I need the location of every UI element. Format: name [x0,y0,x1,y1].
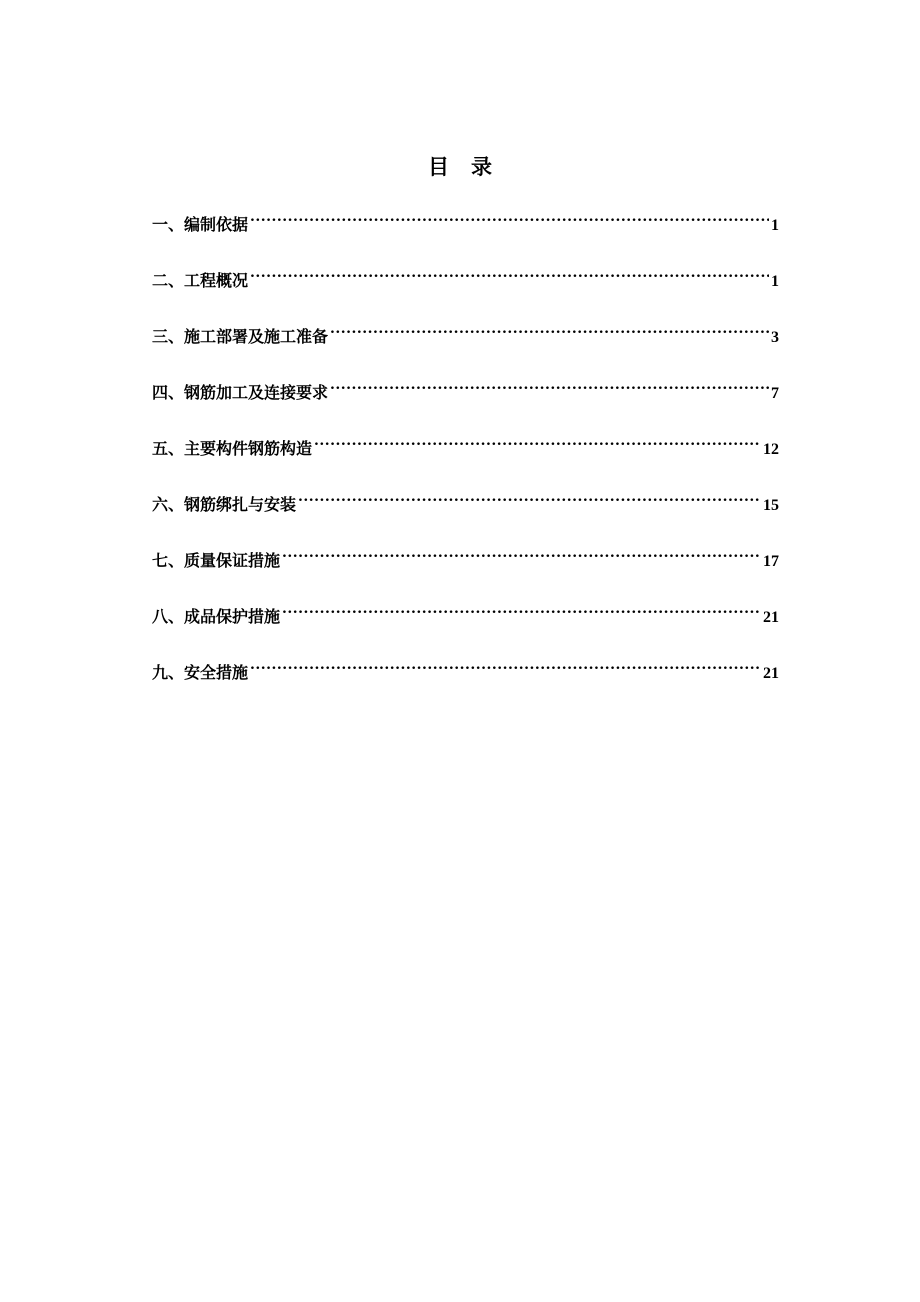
toc-entry[interactable] [152,254,779,310]
toc-entry-page: 7 [771,385,779,402]
toc-dot-leader [314,422,761,454]
toc-entry[interactable] [152,310,779,366]
toc-entry-label: 二、工程概况 [152,271,249,290]
toc-entry[interactable] [152,198,779,254]
toc-dot-leader [282,534,761,566]
toc-title-left: 目 [428,154,449,179]
toc-entry-page: 15 [763,497,779,514]
toc-entry-label: 七、质量保证措施 [152,551,281,570]
toc-dot-leader [250,254,769,286]
toc-title [0,151,920,183]
toc-entry-page: 21 [763,665,779,682]
toc-entry-page: 3 [771,329,779,346]
toc-entry[interactable] [152,422,779,478]
toc-entry[interactable] [152,366,779,422]
toc-entry-label: 一、编制依据 [152,215,249,234]
toc-entry-label: 三、施工部署及施工准备 [152,327,329,346]
toc-dot-leader [330,366,769,398]
toc-entry-label: 四、钢筋加工及连接要求 [152,383,329,402]
toc-entry[interactable] [152,534,779,590]
toc-dot-leader [330,310,769,342]
toc-entry-page: 12 [763,441,779,458]
toc-dot-leader [282,590,761,622]
toc-title-right: 录 [471,154,492,179]
toc-entry[interactable] [152,590,779,646]
toc-entry-label: 八、成品保护措施 [152,607,281,626]
toc-entry-label: 五、主要构件钢筋构造 [152,439,313,458]
toc-entry-label: 九、安全措施 [152,663,249,682]
toc-entry-label: 六、钢筋绑扎与安装 [152,495,297,514]
toc-entry[interactable] [152,478,779,534]
toc-list [152,198,779,702]
toc-entry-page: 17 [763,553,779,570]
toc-dot-leader [298,478,761,510]
toc-entry-page: 1 [771,217,779,234]
toc-entry-page: 1 [771,273,779,290]
toc-dot-leader [250,198,769,230]
toc-entry[interactable] [152,646,779,702]
toc-dot-leader [250,646,761,678]
toc-entry-page: 21 [763,609,779,626]
